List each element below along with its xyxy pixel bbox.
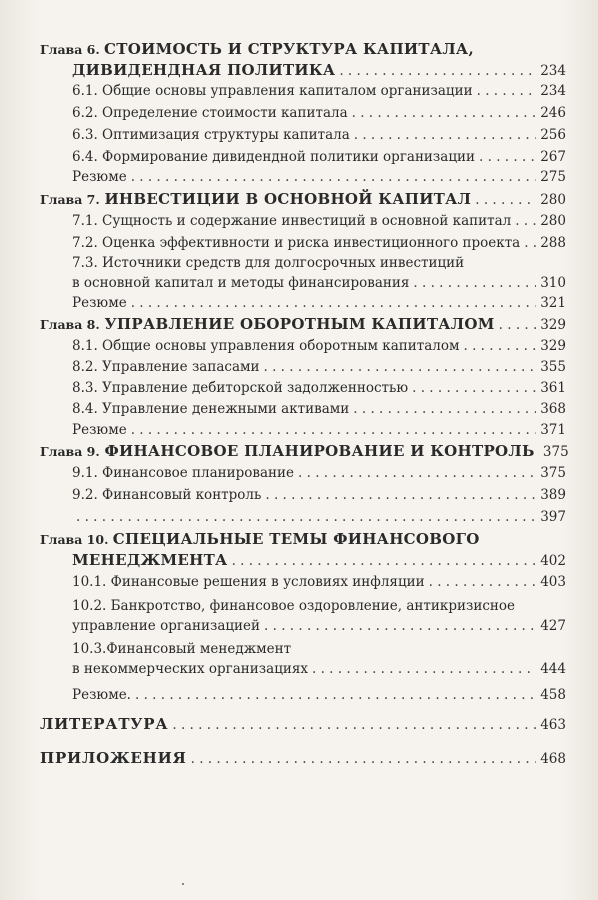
appendices-title: ПРИЛОЖЕНИЯ xyxy=(40,749,187,767)
toc-item-label: 9.1. Финансовое планирование xyxy=(72,465,295,481)
toc-item-page: 329 xyxy=(540,338,566,354)
toc-item-page: 234 xyxy=(540,83,566,99)
toc-item-page: 267 xyxy=(540,149,566,165)
toc-item-label-line2: в некоммерческих организациях xyxy=(72,661,308,677)
leader-dots xyxy=(475,189,536,211)
toc-item-label: Резюме xyxy=(72,169,127,185)
leader-dots xyxy=(413,272,536,294)
chapter-6-prefix: Глава 6. xyxy=(40,42,100,57)
leader-dots xyxy=(499,314,536,336)
leader-dots xyxy=(312,658,536,680)
toc-item-label: 8.3. Управление дебиторской задолженностью xyxy=(72,380,409,396)
toc-item-page: 275 xyxy=(540,169,566,185)
toc-item-label: 8.1. Общие основы управления оборотным капиталом xyxy=(72,338,460,354)
leader-dots xyxy=(524,232,536,254)
toc-item-label-line1: 10.3.Финансовый менеджмент xyxy=(72,641,292,657)
leader-dots xyxy=(264,615,536,637)
toc-item-page: 427 xyxy=(540,618,566,634)
chapter-10-title-line2: МЕНЕДЖМЕНТА xyxy=(72,551,228,569)
toc-item-page: 397 xyxy=(540,509,566,525)
chapter-8-page: 329 xyxy=(540,317,566,333)
leader-dots xyxy=(354,124,536,146)
chapter-7-prefix: Глава 7. xyxy=(40,192,100,207)
toc-item-page: 458 xyxy=(540,687,566,703)
leader-dots xyxy=(353,398,536,420)
toc-item-page: 321 xyxy=(540,295,566,311)
toc-item-page: 280 xyxy=(540,213,566,229)
chapter-9-title: ФИНАНСОВОЕ ПЛАНИРОВАНИЕ И КОНТРОЛЬ xyxy=(104,442,535,460)
toc-item-page: 389 xyxy=(540,487,566,503)
leader-dots xyxy=(479,146,536,168)
leader-dots xyxy=(515,210,536,232)
leader-dots xyxy=(298,462,536,484)
toc-item-label: 6.4. Формирование дивидендной политики организации xyxy=(72,149,476,165)
leader-dots xyxy=(131,166,536,188)
toc-item-label-line1: 7.3. Источники средств для долгосрочных инвестиций xyxy=(72,255,465,271)
toc-item-label-line1: 10.2. Банкротство, финансовое оздоровление, антикризисное xyxy=(72,598,515,614)
leader-dots xyxy=(464,335,537,357)
print-speck xyxy=(182,883,184,885)
leader-dots xyxy=(172,714,536,736)
toc-item-page: 375 xyxy=(540,465,566,481)
toc-item-label: 9.2. Финансовый контроль xyxy=(72,487,262,503)
toc-item-page: 444 xyxy=(540,661,566,677)
toc-item-label: Резюме xyxy=(72,295,127,311)
toc-item-page: 368 xyxy=(540,401,566,417)
toc-item-label: 6.1. Общие основы управления капиталом организации xyxy=(72,83,473,99)
leader-dots xyxy=(339,60,536,82)
chapter-6-title-line2: ДИВИДЕНДНАЯ ПОЛИТИКА xyxy=(72,61,336,79)
toc-item-label-line2: управление организацией xyxy=(72,618,261,634)
leader-dots xyxy=(191,748,536,770)
toc-item-label: 7.2. Оценка эффективности и риска инвестиционного проекта xyxy=(72,235,521,251)
toc-item-label: 8.4. Управление денежными активами xyxy=(72,401,350,417)
leader-dots xyxy=(352,102,536,124)
chapter-10-title-line1: СПЕЦИАЛЬНЫЕ ТЕМЫ ФИНАНСОВОГО xyxy=(112,530,480,548)
chapter-6-title-line1: СТОИМОСТЬ И СТРУКТУРА КАПИТАЛА, xyxy=(104,40,474,58)
toc-item-label: 8.2. Управление запасами xyxy=(72,359,260,375)
chapter-10-page: 402 xyxy=(540,553,566,569)
toc-item-label-line2: в основной капитал и методы финансирования xyxy=(72,275,410,291)
toc-item-page: 403 xyxy=(540,574,566,590)
chapter-7-title: ИНВЕСТИЦИИ В ОСНОВНОЙ КАПИТАЛ xyxy=(104,190,472,208)
chapter-10-prefix: Глава 10. xyxy=(40,532,109,547)
toc-item-page: 246 xyxy=(540,105,566,121)
toc-item-label: 6.3. Оптимизация структуры капитала xyxy=(72,127,350,143)
toc-item-label: Резюме. xyxy=(72,687,131,703)
toc-item-label: 7.1. Сущность и содержание инвестиций в основной капитал xyxy=(72,213,512,229)
chapter-9-prefix: Глава 9. xyxy=(40,444,100,459)
leader-dots xyxy=(76,506,536,528)
toc-item-page: 371 xyxy=(540,422,566,438)
leader-dots xyxy=(131,292,536,314)
leader-dots xyxy=(232,550,536,572)
appendices-page: 468 xyxy=(540,751,566,767)
leader-dots xyxy=(477,80,536,102)
chapter-8-prefix: Глава 8. xyxy=(40,317,100,332)
toc-item-label: Резюме xyxy=(72,422,127,438)
toc-item-page: 288 xyxy=(540,235,566,251)
leader-dots xyxy=(412,377,536,399)
leader-dots xyxy=(429,571,536,593)
literature-page: 463 xyxy=(540,717,566,733)
toc-item-page: 256 xyxy=(540,127,566,143)
chapter-6-page: 234 xyxy=(540,63,566,79)
toc-item-label: 6.2. Определение стоимости капитала xyxy=(72,105,348,121)
toc-item-page: 361 xyxy=(540,380,566,396)
chapter-7-page: 280 xyxy=(540,192,566,208)
leader-dots xyxy=(264,356,536,378)
chapter-9-page: 375 xyxy=(542,444,569,460)
toc-item-label: 10.1. Финансовые решения в условиях инфляции xyxy=(72,574,425,590)
toc-item-page: 310 xyxy=(540,275,566,291)
leader-dots xyxy=(135,684,536,706)
leader-dots xyxy=(131,419,536,441)
toc-item-page: 355 xyxy=(540,359,566,375)
leader-dots xyxy=(265,484,536,506)
literature-title: ЛИТЕРАТУРА xyxy=(40,715,169,733)
chapter-8-title: УПРАВЛЕНИЕ ОБОРОТНЫМ КАПИТАЛОМ xyxy=(104,315,495,333)
